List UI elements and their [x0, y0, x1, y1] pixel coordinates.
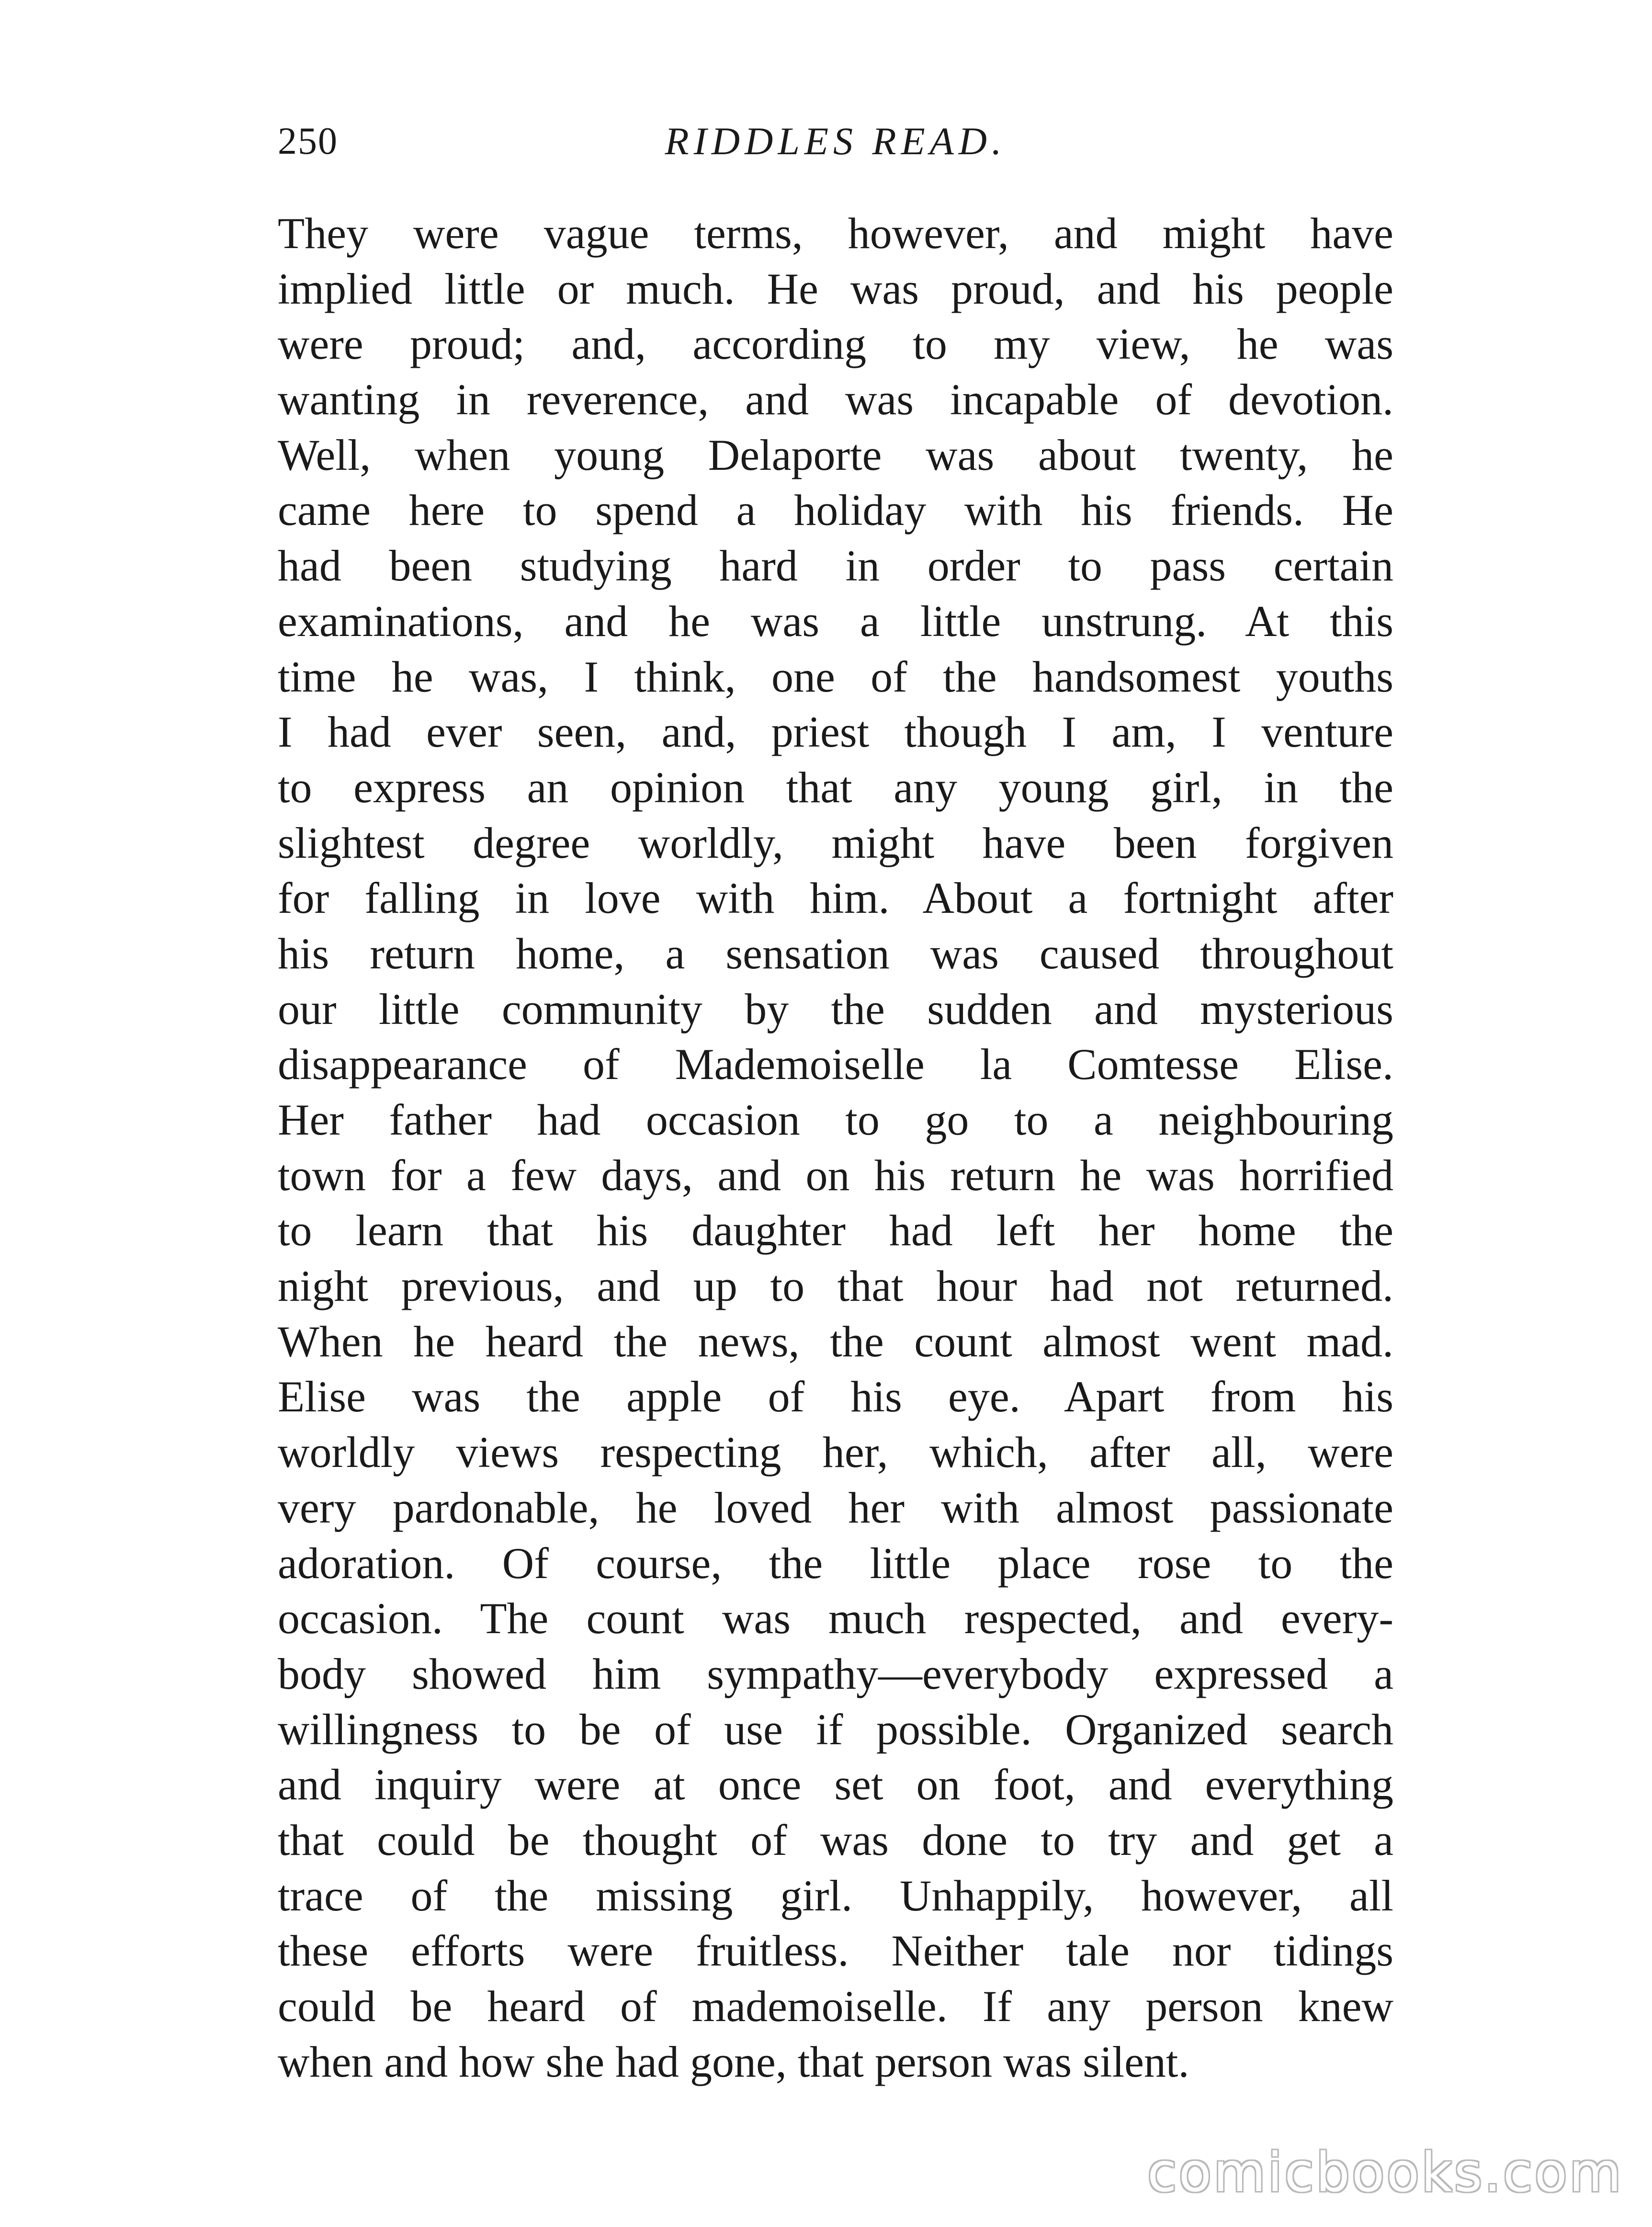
text-line: slightest degree worldly, might have been forgiven: [278, 818, 1393, 867]
text-line: occasion. The count was much respected, and every-: [278, 1594, 1393, 1643]
text-line: wanting in reverence, and was incapable of devotion.: [278, 375, 1393, 424]
text-line: They were vague terms, however, and might have: [278, 209, 1393, 258]
text-line: I had ever seen, and, priest though I am, I venture: [278, 707, 1393, 757]
text-line: night previous, and up to that hour had not returned.: [278, 1261, 1393, 1311]
text-line: disappearance of Mademoiselle la Comtesse Elise.: [278, 1040, 1393, 1089]
text-line: to express an opinion that any young girl, in the: [278, 762, 1393, 812]
text-line: Her father had occasion to go to a neighbouring: [278, 1095, 1393, 1144]
text-line: time he was, I think, one of the handsomest youths: [278, 652, 1393, 701]
text-line: for falling in love with him. About a fortnight after: [278, 874, 1393, 923]
text-line: came here to spend a holiday with his friends. He: [278, 486, 1393, 535]
text-line: were proud; and, according to my view, he was: [278, 319, 1393, 369]
watermark: comicbooks.com: [1147, 2142, 1623, 2204]
text-line: his return home, a sensation was caused throughout: [278, 929, 1393, 978]
text-line: examinations, and he was a little unstrung. At this: [278, 596, 1393, 646]
text-line: town for a few days, and on his return he was horrified: [278, 1150, 1393, 1200]
text-line: worldly views respecting her, which, after all, were: [278, 1428, 1393, 1477]
text-line: to learn that his daughter had left her home the: [278, 1206, 1393, 1255]
text-line: very pardonable, he loved her with almost passionate: [278, 1483, 1393, 1532]
text-line: when and how she had gone, that person was silent.: [278, 2037, 1189, 2086]
text-line: Elise was the apple of his eye. Apart from his: [278, 1372, 1393, 1421]
text-line: willingness to be of use if possible. Organized search: [278, 1704, 1393, 1754]
text-line: trace of the missing girl. Unhappily, however, all: [278, 1871, 1393, 1920]
text-line: When he heard the news, the count almost went mad.: [278, 1317, 1393, 1366]
body-text: [278, 206, 1393, 2090]
text-line: body showed him sympathy—everybody expressed a: [278, 1649, 1393, 1698]
text-line: adoration. Of course, the little place rose to the: [278, 1538, 1393, 1588]
text-line: and inquiry were at once set on foot, and everything: [278, 1760, 1393, 1809]
text-line: our little community by the sudden and mysterious: [278, 984, 1393, 1034]
running-head: [278, 115, 1393, 168]
text-line: implied little or much. He was proud, and his people: [278, 264, 1393, 313]
text-line: these efforts were fruitless. Neither tale nor tidings: [278, 1926, 1393, 1976]
text-line: had been studying hard in order to pass certain: [278, 541, 1393, 591]
text-line: Well, when young Delaporte was about twenty, he: [278, 430, 1393, 479]
running-title: RIDDLES READ.: [665, 119, 1007, 163]
page-number: 250: [278, 120, 338, 162]
text-line: that could be thought of was done to try and get a: [278, 1815, 1393, 1864]
text-line: could be heard of mademoiselle. If any person knew: [278, 1982, 1393, 2031]
